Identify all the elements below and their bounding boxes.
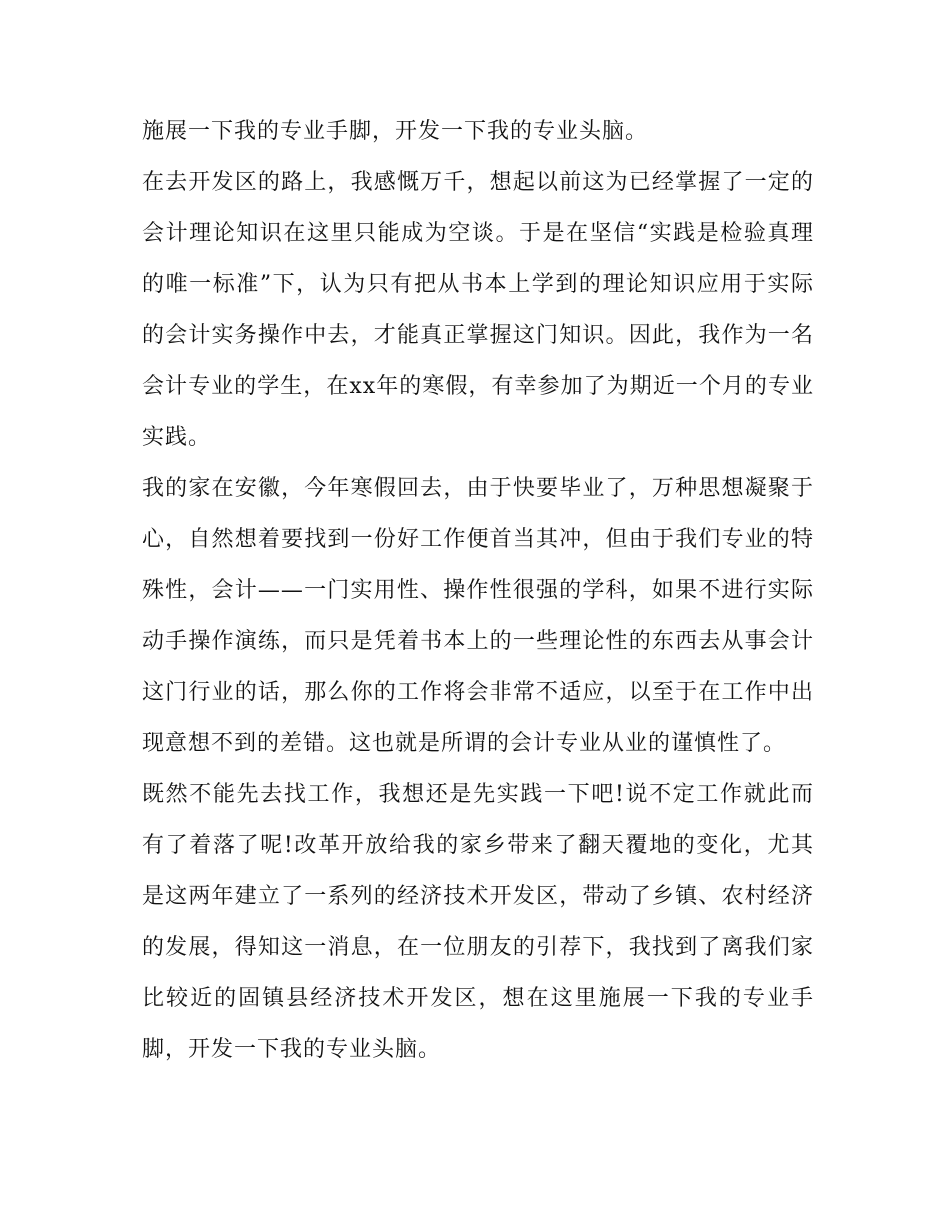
- paragraph-2: 在去开发区的路上，我感慨万千，想起以前这为已经掌握了一定的会计理论知识在这里只能成为空谈。于是在坚信“实践是检验真理的唯一标准”下，认为只有把从书本上学到的理论知识应用于实际的会计实务操作中去，才能真正掌握这门知识。因此，我作为一名会计专业的学生，在xx年的寒假，有幸参加了为期近一个月的专业实践。: [142, 170, 814, 450]
- document-body: [142, 106, 814, 1075]
- paragraph-4: 既然不能先去找工作，我想还是先实践一下吧!说不定工作就此而有了着落了呢!改革开放给我的家乡带来了翻天覆地的变化，尤其是这两年建立了一系列的经济技术开发区，带动了乡镇、农村经济的发展，得知这一消息，在一位朋友的引荐下，我找到了离我们家比较近的固镇县经济技术开发区，想在这里施展一下我的专业手脚，开发一下我的专业头脑。: [142, 782, 814, 1062]
- paragraph-1: 施展一下我的专业手脚，开发一下我的专业头脑。: [142, 119, 649, 144]
- paragraph-3: 我的家在安徽，今年寒假回去，由于快要毕业了，万种思想凝聚于心，自然想着要找到一份好工作便首当其冲，但由于我们专业的特殊性，会计——一门实用性、操作性很强的学科，如果不进行实际动手操作演练，而只是凭着书本上的一些理论性的东西去从事会计这门行业的话，那么你的工作将会非常不适应，以至于在工作中出现意想不到的差错。这也就是所谓的会计专业从业的谨慎性了。: [142, 476, 814, 756]
